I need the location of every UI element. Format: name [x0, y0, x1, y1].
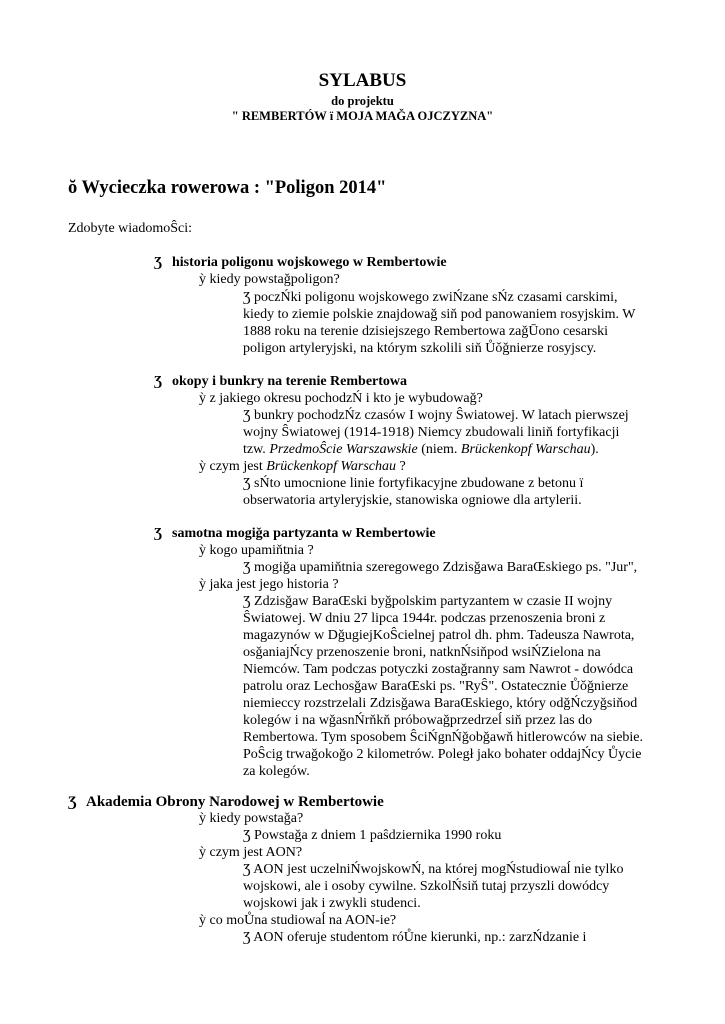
answer-line: poligon artyleryjski, na którym szkolili siň Ůǒǧnierze rosyjscy. [243, 341, 597, 356]
project-name: " REMBERTÓW ï MOJA MAǦA OJCZYZNA" [231, 109, 494, 123]
answer-line: kolegów i na wǧasnŃrňkň próbowaǧprzedrzeĺ siň przez las do [243, 713, 593, 728]
topic-heading: Ʒ historia poligonu wojskowego w Rembertowie [154, 255, 447, 270]
answer-line: Ʒ Powstaǧa z dniem 1 paŝdziernika 1990 roku [243, 828, 502, 843]
answer-line: za kolegów. [243, 764, 310, 779]
answer-line: Ʒ bunkry pochodzŃz czasów I wojny Ŝwiatowej. W latach pierwszej [243, 408, 629, 423]
answer-line: patrolu oraz Lechosǧaw BaraŒski ps. "RyŜ". Ostatecznie Ůǒǧnierze [243, 679, 629, 694]
answer-line: Ʒ AON jest uczelniŃwojskowŃ, na której mogŃstudiowaĺ nie tylko [243, 862, 624, 877]
question: ỳ czym jest AON? [199, 845, 303, 860]
topic-heading: Ʒ samotna mogiǧa partyzanta w Rembertowie [154, 526, 436, 541]
answer-line: wojny Ŝwiatowej (1914-1918) Niemcy zbudowali liniň fortyfikacji [243, 425, 620, 440]
question: ỳ jaka jest jego historia ? [199, 577, 339, 592]
bullet-icon: Ʒ [154, 255, 163, 270]
answer-line: kiedy to ziemie polskie znajdowaǧ siň pod panowaniem rosyjskim. W [243, 307, 636, 322]
answer-line: Ʒ Zdzisǧaw BaraŒski byǧpolskim partyzantem w czasie II wojny [243, 594, 613, 609]
answer-line: obserwatoria artyleryjskie, stanowiska ogniowe dla artylerii. [243, 493, 582, 508]
bullet-icon: Ʒ [154, 374, 163, 389]
answer-line: osǧaniajŃcy przenoszenie broni, natknŃsiňpod wsiŃZielona na [243, 645, 601, 660]
answer-line: niemieccy rozstrzelali Zdzisǧawa BaraŒskiego, który odǧŃczyǧsiňod [243, 696, 638, 711]
question: ỳ kogo upamiňtnia ? [199, 543, 314, 558]
answer-line: Ʒ sŃto umocnione linie fortyfikacyjne zbudowane z betonu ï [243, 476, 584, 491]
answer-line: PoŜcig trwaǧokoǧo 2 kilometrów. Poległ jako bohater oddajŃcy Ůycie [243, 747, 642, 762]
bullet-icon: Ʒ [68, 794, 77, 810]
answer-line: Rembertowa. Tym sposobem ŜciŃgnŃǧobǧawň hitlerowców na siebie. [243, 730, 644, 745]
question: ỳ czym jest Brückenkopf Warschau ? [199, 459, 406, 474]
question: ỳ kiedy powstaǧa? [199, 811, 304, 826]
section-title: ŏ Wycieczka rowerowa : "Poligon 2014" [68, 178, 387, 198]
answer-line: Ʒ mogiǧa upamiňtnia szeregowego Zdzisǧawa BaraŒskiego ps. "Jur", [243, 560, 638, 575]
question: ỳ kiedy powstaǧpoligon? [199, 272, 340, 287]
answer-line: magazynów w DǧugiejKoŜcielnej patrol dh. phm. Tadeusza Nawrota, [243, 628, 635, 643]
document-subtitle: do projektu [331, 94, 394, 108]
question: ỳ z jakiego okresu pochodzŃ i kto je wybudowaǧ? [199, 391, 483, 406]
question: ỳ co moŮna studiowaĺ na AON-ie? [199, 913, 397, 928]
answer-line: Ŝwiatowej. W dniu 27 lipca 1944r. podczas przenoszenia broni z [243, 611, 606, 626]
answer-line: wojskowi, ale i osoby cywilne. SzkolŃsiň tutaj przyszli dowódcy [243, 879, 610, 894]
answer-line: Ʒ poczŃki poligonu wojskowego zwiŃzane sŃz czasami carskimi, [243, 290, 618, 305]
answer-line: wojskowi jak i zwykli studenci. [243, 896, 421, 911]
answer-line: Ʒ AON oferuje studentom róŮne kierunki, np.: zarzŃdzanie i [243, 930, 587, 945]
topic-heading: Ʒ Akademia Obrony Narodowej w Rembertowie [68, 794, 384, 810]
document-title: SYLABUS [318, 70, 407, 91]
answer-line: 1888 roku na terenie dzisiejszego Rembertowa zaǧŪono cesarski [243, 324, 609, 339]
answer-line: tzw. PrzedmoŜcie Warszawskie (niem. Brückenkopf Warschau). [243, 442, 599, 457]
answer-line: Niemców. Tam podczas potyczki zostaǧranny sam Nawrot - dowódca [243, 662, 634, 677]
bullet-icon: Ʒ [154, 526, 163, 541]
topic-heading: Ʒ okopy i bunkry na terenie Rembertowa [154, 374, 408, 389]
intro-text: Zdobyte wiadomoŜci: [68, 221, 193, 236]
